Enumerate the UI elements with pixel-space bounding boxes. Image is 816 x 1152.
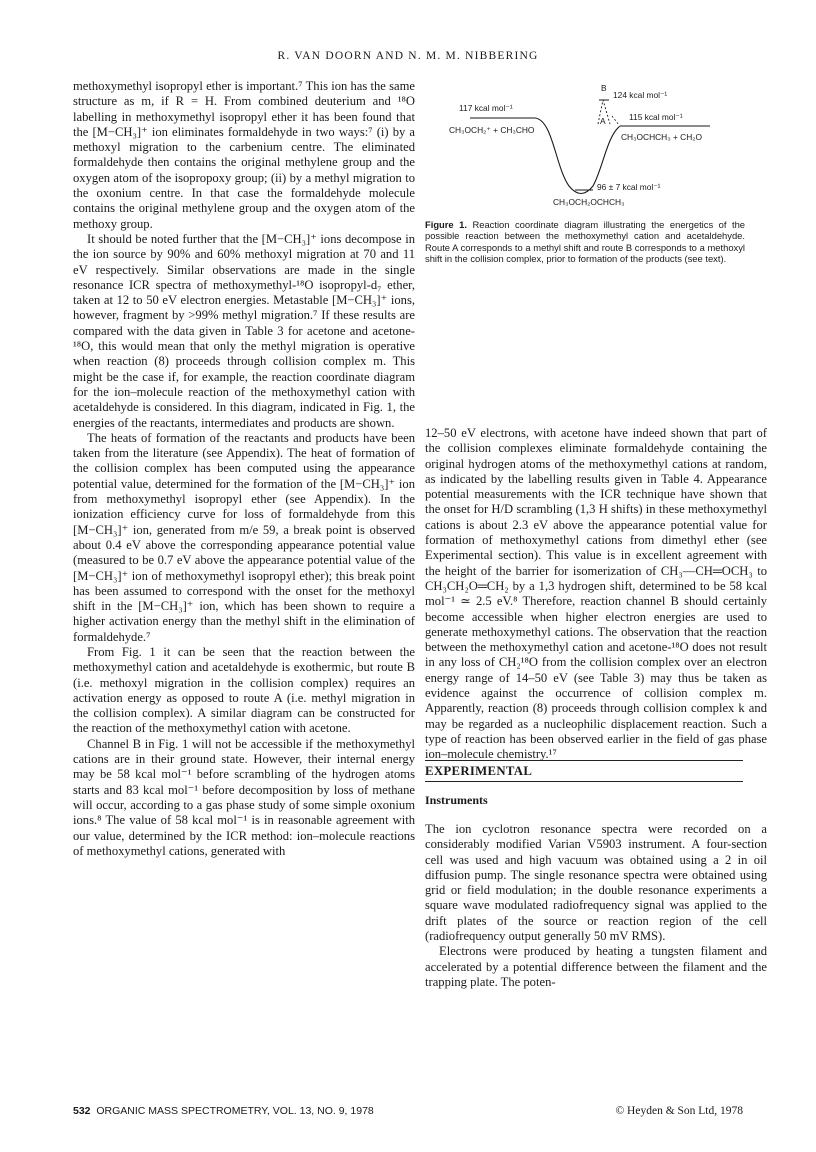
page-number: 532 bbox=[73, 1105, 91, 1117]
paragraph: 12–50 eV electrons, with acetone have indeed shown that part of the collision complexes eliminate formaldehyde containing the original hydrogen atoms of the methoxymethyl cations at random, as indicated by the labelling results given in Table 4. Appearance potential measurements with the ICR technique have shown that the onset for H/D scrambling (1,3 H shifts) in these methoxymethyl cations is about 2.3 eV above the appearance potential value for formation of methoxymethyl cations from dimethyl ether (see Experimental section). This value is in excellent agreement with the height of the barrier for isomerization of CH₃—CH═OCH₃ to CH₃CH₂O═CH₂ by a 1,3 hydrogen shift, determined to be 58 kcal mol⁻¹ ≃ 2.5 eV.⁸ Therefore, reaction channel B should certainly become accessible when higher electron energies are used to generate methoxymethyl cations. The observation that the reaction between the methoxymethyl cation and acetone-¹⁸O does not result in any loss of CH₂¹⁸O from the collision complex over an electron energy range of 14–50 eV (see Table 3) may thus be taken as evidence against the occurrence of collision complex m. Apparently, reaction (8) proceeds through collision complex k and may be regarded as a nucleophilic displacement reaction. Such a type of reaction has been observed earlier in the field of gas phase ion–molecule chemistry.¹⁷ bbox=[425, 426, 767, 762]
paragraph: The ion cyclotron resonance spectra were recorded on a considerably modified Varian V5903 instrument. A four-section cell was used and high vacuum was obtained using a 2 in oil diffusion pump. The single resonance spectra were obtained using grid or field modulation; in the double resonance experiments a square wave modulated radiofrequency signal was applied to the drift plates of the source or reaction region of the cell (radiofrequency output generally 50 mV RMS). bbox=[425, 822, 767, 944]
instruments-text bbox=[425, 822, 767, 990]
caption-text: Reaction coordinate diagram illustrating the energetics of the possible reaction between the methoxymethyl cation and acetaldehyde. Route A corresponds to a methyl shift and route B corresponds to a methoxyl shift in the collision complex, prior to formation of the products (see text). bbox=[425, 219, 745, 265]
footer-journal bbox=[73, 1105, 374, 1117]
barrier-energy-label: 124 kcal mol⁻¹ bbox=[613, 90, 668, 100]
reaction-coordinate-diagram bbox=[445, 78, 745, 208]
reactants-label: CH₃OCH₂⁺ + CH₃CHO bbox=[449, 125, 535, 135]
section-heading: EXPERIMENTAL bbox=[425, 764, 533, 778]
products-label: CH₃OCHCH₃ + CH₂O bbox=[621, 132, 703, 142]
route-a-path bbox=[612, 116, 619, 125]
paragraph: It should be noted further that the [M−CH₃]⁺ ions decompose in the ion source by 90% and 60% methoxyl migration at 70 and 11 eV respectively. Similar observations are made in the single resonance ICR spectra of methoxymethyl-¹⁸O isopropyl-d₇ ether, taken at 12 to 50 eV electron energies. Metastable [M−CH₃]⁺ ions, however, fragment by >99% methyl migration.⁷ If these results are compared with the data given in Table 3 for acetone and acetone-¹⁸O, this would mean that only the methyl migration is operative when reaction (8) proceeds through collision complex m. This might be the case if, for example, the reaction coordinate diagram for the ion–molecule reaction of the methoxymethyl cation with acetaldehyde is considered. In this diagram, indicated in Fig. 1, the energies of the reactants, intermediates and products are shown. bbox=[73, 231, 415, 430]
section-rule-bottom bbox=[425, 781, 743, 782]
complex-energy-label: 96 ± 7 kcal mol⁻¹ bbox=[597, 182, 661, 192]
label-a: A bbox=[600, 116, 606, 126]
label-b: B bbox=[601, 83, 607, 93]
reactants-energy-label: 117 kcal mol⁻¹ bbox=[459, 103, 513, 113]
figure-caption bbox=[425, 219, 745, 265]
footer-copyright: © Heyden & Son Ltd, 1978 bbox=[615, 1105, 743, 1117]
paragraph: Channel B in Fig. 1 will not be accessible if the methoxymethyl cations are in their ground state. However, their internal energy may be 58 kcal mol⁻¹ before scrambling of the hydrogen atoms starts and 83 kcal mol⁻¹ before decomposition by loss of methane will occur, according to a gas phase study of some simple oxonium ions.⁸ The value of 58 kcal mol⁻¹ is in reasonable agreement with our value, determined by the ICR method: ion–molecule reactions of methoxymethyl cations, generated with bbox=[73, 736, 415, 858]
left-column bbox=[73, 79, 415, 859]
section-rule-top bbox=[425, 760, 743, 761]
complex-label: CH₃OCH₂OCHCH₃ bbox=[553, 197, 625, 207]
paragraph: The heats of formation of the reactants and products have been taken from the literature (see Appendix). The heat of formation of the collision complex has been computed using the appearance potential value, determined for the formation of the [M−CH₃]⁺ ion from methoxymethyl isopropyl ether (see Appendix). In the ionization efficiency curve for loss of formaldehyde from this [M−CH₃]⁺ ion, generated from m/e 59, a break point is observed about 0.4 eV above the corresponding appearance potential value (measured to be 0.7 eV above the appearance potential value of the [M−CH₃]⁺ ion of methoxymethyl isopropyl ether); this break point has been assumed to correspond with the onset for the methoxyl shift in the [M−CH₃]⁺ ion, which has been shown to require a higher activation energy than the methyl shift in the elimination of formaldehyde.⁷ bbox=[73, 430, 415, 644]
products-energy-label: 115 kcal mol⁻¹ bbox=[629, 112, 683, 122]
paragraph: methoxymethyl isopropyl ether is important.⁷ This ion has the same structure as m, if R = H. From combined deuterium and ¹⁸O labelling in methoxymethyl isopropyl ether it has been found that the [M−CH₃]⁺ ion eliminates formaldehyde in two ways:⁷ (i) by a methoxyl migration to the carbenium centre. The eliminated formaldehyde then contains the original methylene group and the oxygen atom of the isopropoxy group; (ii) by a methyl migration to the oxonium centre. In that case the formaldehyde molecule contains the original methylene group and the oxygen atom of the methoxy group. bbox=[73, 79, 415, 231]
running-header: R. VAN DOORN AND N. M. M. NIBBERING bbox=[277, 50, 539, 62]
caption-label: Figure 1. bbox=[425, 219, 467, 230]
paragraph: Electrons were produced by heating a tungsten filament and accelerated by a potential difference between the filament and the trapping plate. The poten- bbox=[425, 944, 767, 989]
right-column bbox=[425, 426, 767, 763]
paragraph: From Fig. 1 it can be seen that the reaction between the methoxymethyl cation and acetaldehyde is exothermic, but route B (i.e. methoxyl migration in the collision complex) requires an activation energy as opposed to route A (i.e. methyl migration in the collision complex). A similar diagram can be constructed for the reaction of the methoxymethyl cation with acetone. bbox=[73, 644, 415, 736]
subsection-heading: Instruments bbox=[425, 793, 488, 807]
journal-name: ORGANIC MASS SPECTROMETRY, VOL. 13, NO. 9, 1978 bbox=[96, 1105, 374, 1117]
